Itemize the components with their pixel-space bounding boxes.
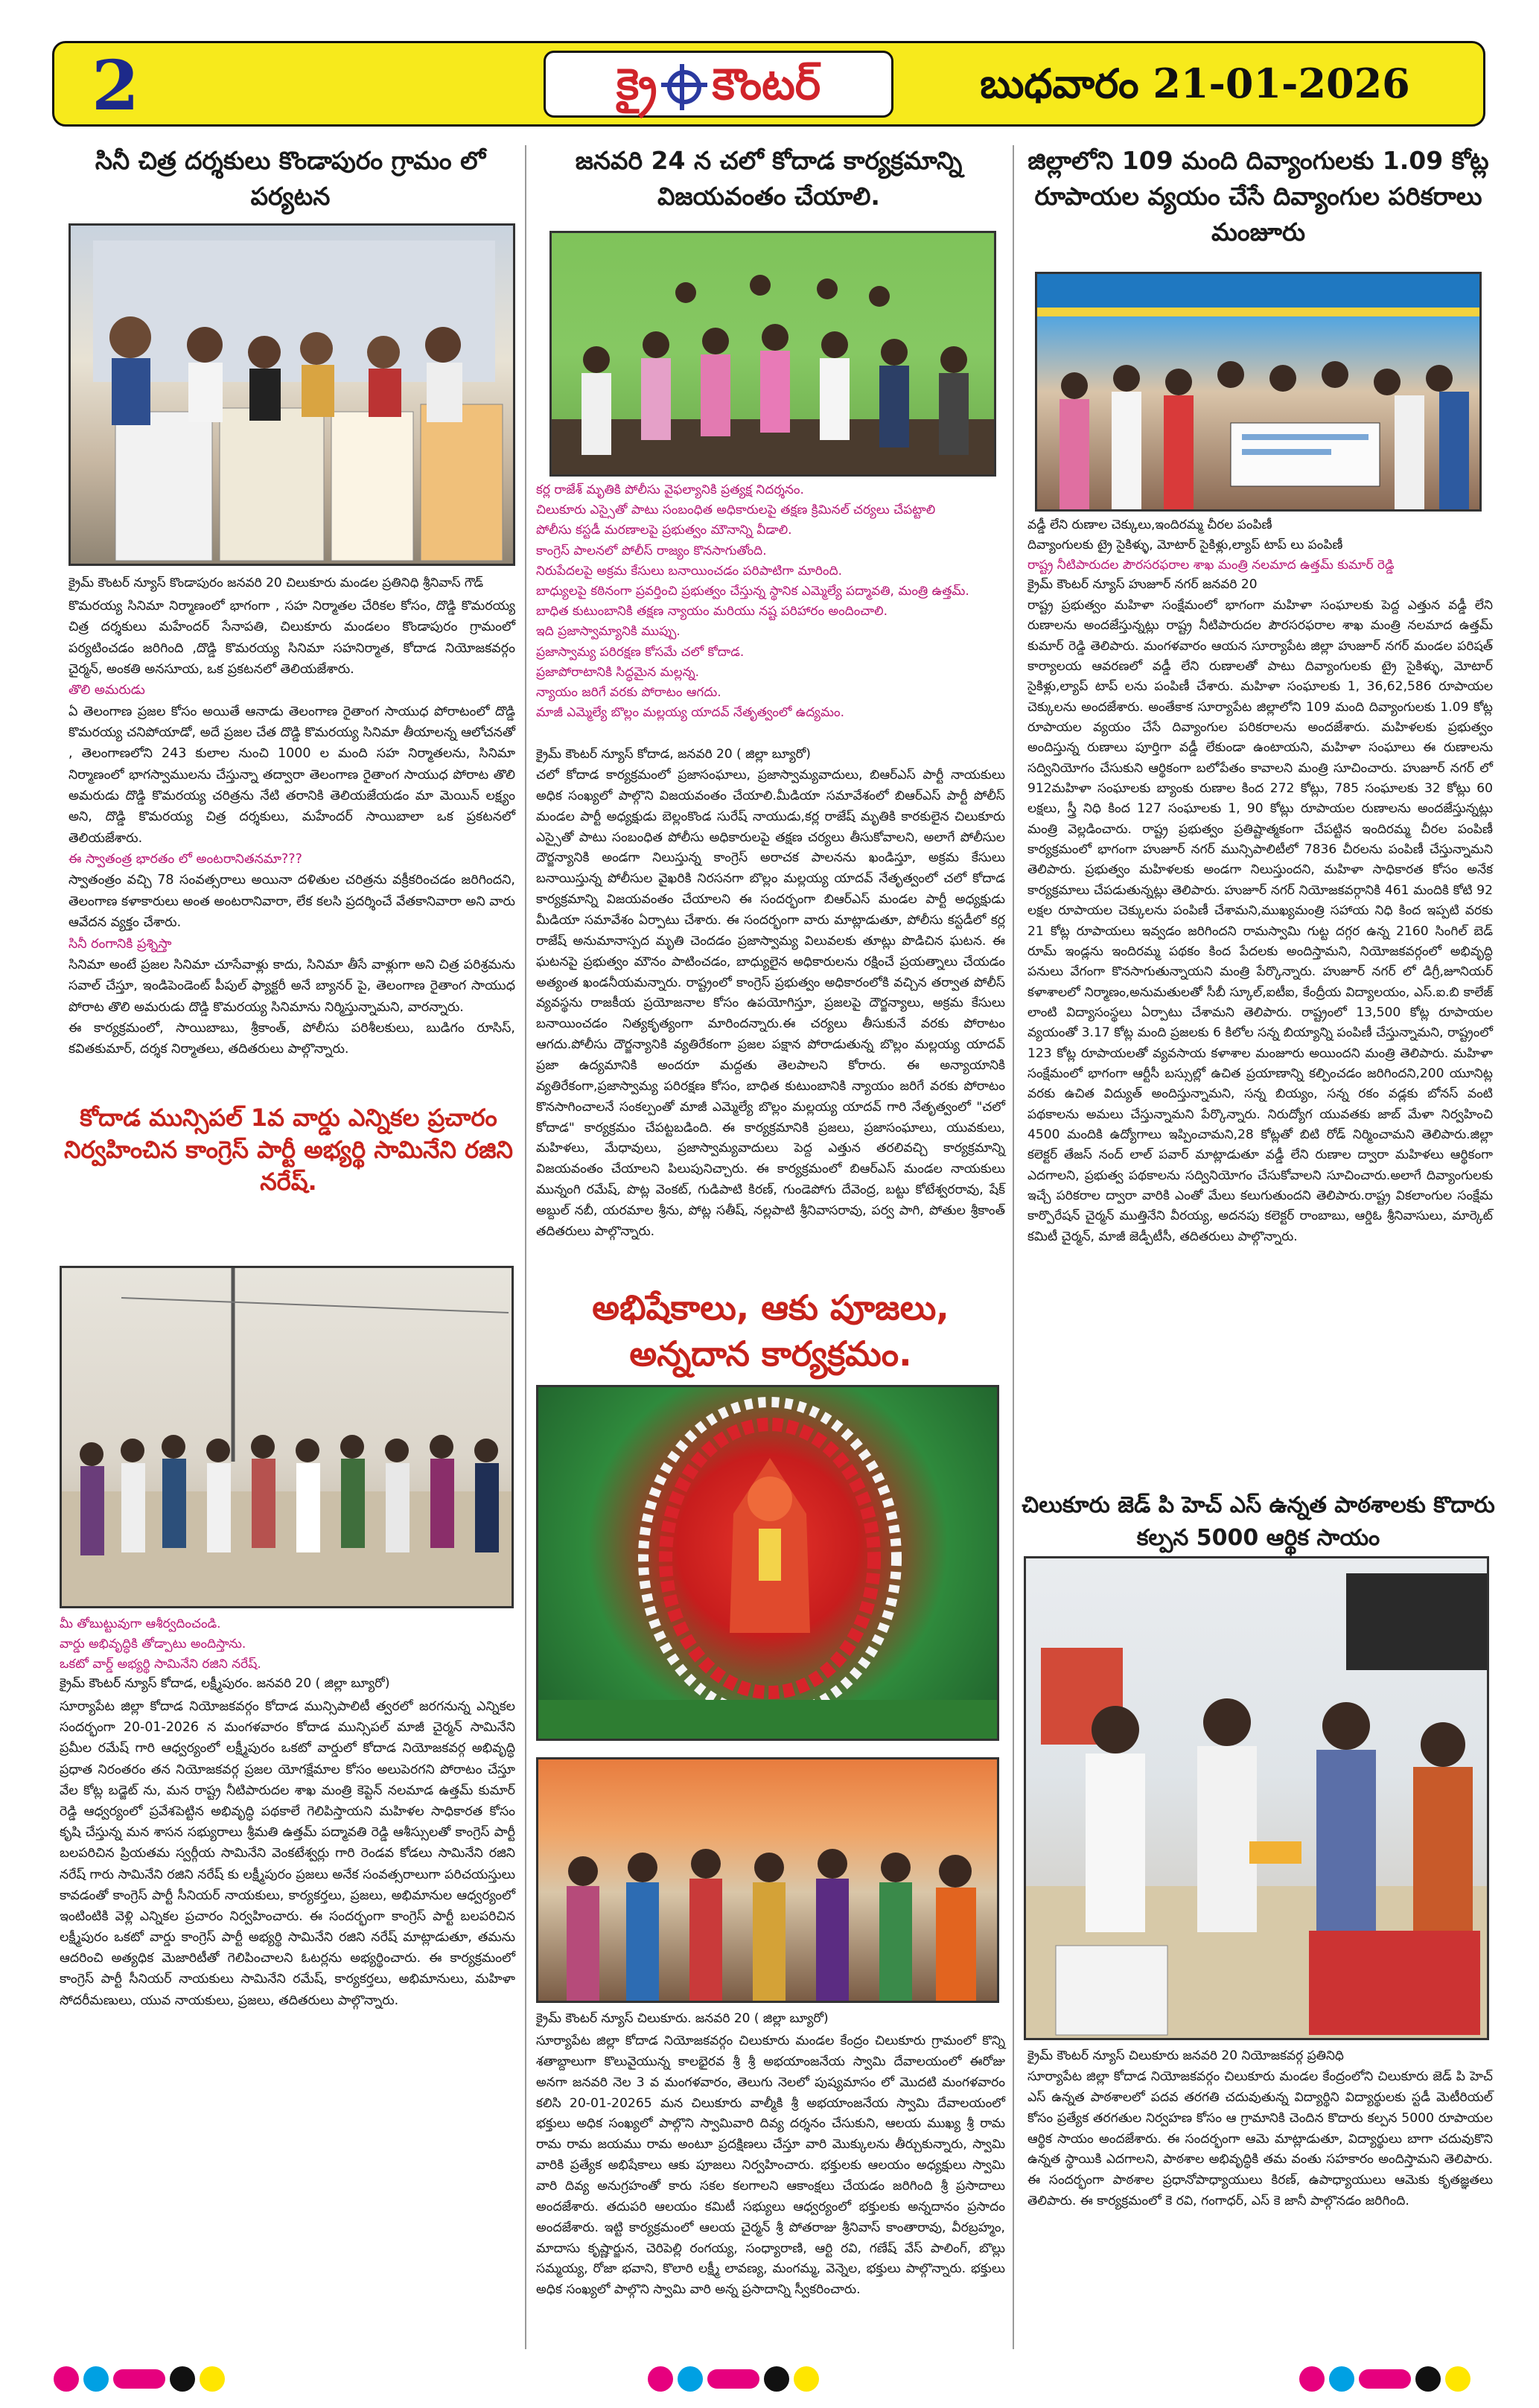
black-dot — [764, 2366, 789, 2392]
black-dot — [1415, 2366, 1441, 2392]
col3-caption — [1027, 515, 1493, 576]
col1-article — [68, 596, 515, 1060]
cyan-dot — [678, 2366, 703, 2392]
col1-para1: కొమరయ్య సినిమా నిర్మాణంలో భాగంగా , సహ నిర్మాతల చేరికల కోసం, దొడ్డి కొమరయ్య చిత్ర దర్శకులు మహేందర్ సేనాపతి, చిలుకూరు మండలం కొండాపురం గ్రామంలో పర్యటించడం జరిగింది ,దొడ్డి కొమరయ్య సినిమా సహనిర్మాత, కోదాడ నియోజకవర్గం చైర్మన్, అంకతి అనసూయ, ఒక ప్రకటనలో తెలియజేశారు. — [68, 599, 515, 678]
col2-caption-l3: పోలీసు కస్టడీ మరణాలపై ప్రభుత్వం మౌనాన్ని వీడాలి. — [536, 523, 792, 538]
col1-lead: క్రైమ్ కౌంటర్ న్యూస్ కొండాపురం జనవరి 20 చిలుకూరు మండల ప్రతినిధి శ్రీనివాస్ గౌడ్ — [68, 576, 484, 590]
column-rule-2 — [1013, 145, 1014, 2349]
col2-headline2: అభిషేకాలు, ఆకు పూజలు, అన్నదాన కార్యక్రమం. — [592, 1287, 949, 1375]
col3-caption-l1: వడ్డీ లేని రుణాల చెక్కులు,ఇందిరమ్మ చీరల పంపిణీ — [1027, 517, 1272, 532]
col2-caption-l5: నిరుపేదలపై అక్రమ కేసులు బనాయించడం పరిపాటిగా మారింది. — [536, 563, 843, 579]
deity-photo-art — [538, 1387, 999, 1741]
col3-para2: సూర్యాపేట జిల్లా కోదాడ నియోజకవర్గం చిలుకూరు మండల కేంద్రంలోని చిలుకూరు జెడ్ పి హెచ్ ఎస్ ఉన్నత పాఠశాలలో పదవ తరగతి చదువుతున్న విద్యార్థిని విద్యార్థులకు స్టడీ మెటీరియల్ కోసం ప్రత్యేక తరగతుల నిర్వహణ కోసం ఆ గ్రామానికి చెందిన కొదారు కల్పన 5000 రూపాయల ఆర్థిక సాయం అందజేశారు. ఈ సందర్భంగా ఆమె మాట్లాడుతూ, విద్యార్థులు బాగా చదువుకొని ఉన్నత స్థాయికి ఎదగాలని, పాఠశాల అభివృద్ధికి తమ వంతు సహకారం అందిస్తామని తెలిపారు. ఈ సందర్భంగా పాఠశాల ప్రధానోపాధ్యాయులు కిరణ్, ఉపాధ్యాయులు ఆమెకు కృతజ్ఞతలు తెలిపారు. ఈ కార్యక్రమంలో కె రవి, గంగాధర్, ఎస్ కె జానీ పాల్గొనడం జరిగింది. — [1027, 2069, 1493, 2209]
col2-para1: చలో కోదాడ కార్యక్రమంలో ప్రజాసంఘాలు, ప్రజాస్వామ్యవాదులు, బిఆర్ఎస్ పార్టీ నాయకులు అధిక సంఖ్యలో పాల్గొని విజయవంతం చేయాలి.మీడియా సమావేశంలో బిఆర్ఎస్ పార్టీ పోలీస్ మండల పార్టీ అధ్యక్షుడు బెల్లంకొండ సురేష్ నాయుడు,కర్ల రాజేష్ మృతికి కారకులైన చిలుకూరు ఎస్సైతో పాటు సంబంధిత పోలీసు అధికారులపై తక్షణ చర్యలు తీసుకోవాలని, అలాగే పోలీసుల దౌర్జన్యానికి అండగా నిలుస్తున్న కాంగ్రెస్ అరాచక పాలనను ఖండిస్తూ, అక్రమ కేసులు బనాయిస్తున్న పోలీసుల వైఖరికి నిరసనగా బొల్లం మల్లయ్య యాదవ్ నేతృత్వంలో చలో కోదాడ కార్యక్రమాన్ని విజయవంతం చేయాలని ఈ సందర్భంగా బిఆర్ఎస్ మండల పార్టీ అధ్యక్షుడు మీడియా సమావేశం ఏర్పాటు చేశారు. ఈ సందర్భంగా వారు మాట్లాడుతూ, పోలీసు కస్టడీలో కర్ల రాజేష్ అనుమానాస్పద మృతి చెందడం ప్రజాస్వామ్య విలువలకు తూట్లు పొడిచిన ఘటన. ఈ ఘటనపై ప్రభుత్వం మౌనం పాటించడం, బాధ్యులైన అధికారులను రక్షించే ప్రయత్నాలు చేయడం అత్యంత ఖండనీయమన్నారు. రాష్ట్రంలో కాంగ్రెస్ ప్రభుత్వం అధికారంలోకి వచ్చిన తర్వాత పోలీస్ వ్యవస్థను రాజకీయ ప్రయోజనాల కోసం ఉపయోగిస్తూ, ప్రజలపై దౌర్జన్యాలు, అక్రమ కేసులు బనాయించడం నిత్యకృత్యంగా మారిందన్నారు.ఈ చర్యలు తీసుకునే వరకు పోరాటం ఆగదు.పోలీసు దౌర్జన్యానికి వ్యతిరేకంగా ప్రజల పక్షాన పోరాడుతున్న బొల్లం మల్లయ్య యాదవ్ ప్రజా ఉద్యమానికి అందరూ మద్దతు తెలపాలని కోరారు. ఈ అన్యాయానికి వ్యతిరేకంగా,ప్రజాస్వామ్య పరిరక్షణ కోసం, బాధిత కుటుంబానికి న్యాయం జరిగే వరకు పోరాటం కొనసాగించాలనే సంకల్పంతో మాజీ ఎమ్మెల్యే బొల్లం మల్లయ్య యాదవ్ గారి నేతృత్వంలో "చలో కోదాడ" కార్యక్రమం చేపట్టబడింది. ఈ కార్యక్రమానికి ప్రజలు, ప్రజాసంఘాలు, యువకులు, మహిళలు, మేధావులు, ప్రజాస్వామ్యవాదులు పెద్ద ఎత్తున తరలివచ్చి కార్యక్రమాన్ని విజయవంతం చేయాలని పిలుపునిచ్చారు. ఈ కార్యక్రమంలో బిఆర్ఎస్ మండల నాయకులు మున్నంగి రమేష్, పొట్ల వెంకట్, గుడిపాటి కిరణ్, గుండెపోగు దేవెంద్ర, బట్టు కోటేశ్వరరావు, షేక్ అబ్దుల్ నబీ, యరమాల శ్రీను, పోట్ల సతీష్, నల్లపాటి శ్రీనివాసరావు, పర్వ పాగి, పోతుల శ్రీకాంత్ తదితరులు పాల్గొన్నారు. — [536, 768, 1005, 1239]
meeting-photo — [549, 231, 996, 477]
black-dot — [170, 2366, 195, 2392]
col1-sub2: ఈ స్వాతంత్ర భారతం లో అంటరానితనమా??? — [68, 852, 302, 867]
col1-caption2-l2: వార్డు అభివృద్ధికి తోడ్పాటు అందిస్తాను. — [60, 1637, 246, 1652]
devotees-photo-art — [538, 1759, 999, 2003]
col3-lead2: క్రైమ్ కౌంటర్ న్యూస్ చిలుకూరు జనవరి 20 నియోజకవర్గ ప్రతినిధి — [1027, 2048, 1344, 2063]
magenta-dot — [54, 2366, 79, 2392]
cheque-photo-art — [1037, 274, 1482, 512]
col2-caption-l11: న్యాయం జరిగే వరకు పోరాటం ఆగదు. — [536, 684, 721, 700]
col2-caption-l6: బాధ్యులపై కఠినంగా ప్రవర్తించి ప్రభుత్వం చేస్తున్న స్థానిక ఎమ్మెల్యే పద్మావతి, మంత్రి ఉత్తమ్. — [536, 583, 969, 599]
cyan-dot — [1329, 2366, 1354, 2392]
col2-caption-l4: కాంగ్రెస్ పాలనలో పోలీస్ రాజ్యం కొనసాగుతోంది. — [536, 543, 767, 558]
col2-caption-l8: ఇది ప్రజాస్వామ్యానికి ముప్పు. — [536, 624, 681, 640]
col1-para3: స్వాతంత్రం వచ్చి 78 సంవత్సరాలు అయినా దళితుల చరిత్రను వక్రీకరించడం జరిగిందని, తెలంగాణ కళాకారులు అంత అంటరానివారా, లేక కలసి ప్రదర్శించే వేతకానివారా అని వారు ఆవేదన వ్యక్తం చేశారు. — [68, 873, 515, 931]
col2-headline: జనవరి 24 న చలో కోదాడ కార్యక్రమాన్ని విజయవంతం చేయాలి. — [575, 146, 963, 211]
col2-caption-l9: ప్రజాస్వామ్య పరిరక్షణ కోసమే చలో కోదాడ. — [536, 644, 745, 660]
col2-lead: క్రైమ్ కౌంటర్ న్యూస్ కోదాడ, జనవరి 20 ( జిల్లా బ్యూరో) — [536, 747, 811, 762]
footer-marks-center — [648, 2366, 819, 2392]
col3-caption-l3: రాష్ట్ర నీటిపారుదల పౌరసరఫరాల శాఖ మంత్రి నలమాద ఉత్తమ్ కుమార్ రెడ్డి — [1027, 558, 1395, 573]
col1-caption2-l1: మీ తోబుట్టువుగా ఆశీర్వదించండి. — [60, 1617, 221, 1631]
col3-headline: జిల్లాలోని 109 మంది దివ్యాంగులకు 1.09 కోట్ల రూపాయల వ్యయం చేసే దివ్యాంగుల పరికరాలు మంజూరు — [1027, 146, 1489, 246]
magenta-bar — [707, 2369, 759, 2389]
col3-caption-l2: దివ్యాంగులకు ట్రై సైకిళ్ళు, మోటార్ సైకిళ్లు,ల్యాప్ టాప్ లు పంపిణీ — [1027, 538, 1343, 553]
col1-headline2: కోదాడ మున్సిపల్ 1వ వార్డు ఎన్నికల ప్రచారం నిర్వహించిన కాంగ్రెస్ పార్టీ అభ్యర్థి సామినేని రజిని నరేష్. — [64, 1103, 513, 1197]
magenta-dot — [648, 2366, 673, 2392]
col2-caption-l2: చిలుకూరు ఎస్సైతో పాటు సంబంధిత అధికారులపై తక్షణ క్రిమినల్ చర్యలు చేపట్టాలి — [536, 503, 936, 518]
col1-para6: సూర్యాపేట జిల్లా కోదాడ నియోజకవర్గం కోదాడ మున్సిపాలిటీ త్వరలో జరగనున్న ఎన్నికల సందర్భంగా 20-01-2026 న మంగళవారం కోదాడ మున్సిపల్ మాజీ చైర్మన్ సామినేని ప్రమీల రమేష్ గారి ఆధ్వర్యంలో లక్ష్మీపురం ఒకటో వార్డులో కోదాడ నియోజకవర్గ అభివృద్ధి ప్రధాత నిరంతరం తన నియోజకవర్గ ప్రజల యోగక్షేమాల కోసం అలుపెరగని పోరాటం చేస్తూ వేల కోట్ల బడ్జెట్ ను, మన రాష్ట్ర నీటిపారుదల శాఖ మంత్రి కెప్టెన్ నలమాడ ఉత్తమ్ కుమార్ రెడ్డి ఆధ్వర్యంలో ప్రవేశపెట్టిన అభివృద్ధి పథకాలే గెలిపిస్తాయని మహిళల సాధికారత కోసం కృషి చేస్తున్న మన శాసన సభ్యురాలు శ్రీమతి ఉత్తమ్ పద్మావతి రెడ్డి ఆశీస్సులతో కాంగ్రెస్ పార్టీ బలపరిచిన ప్రియతమ స్వర్గీయ సామినేని వెంకటేశ్వర్లు గారి రెండవ కోడలు సామినేని రజిని నరేష్ గారు సామినేని రజిని నరేష్ కు లక్ష్మీపురం ప్రజలు అనేక సంవత్సరాలుగా పరిచయస్తులు కావడంతో కాంగ్రెస్ పార్టీ సీనియర్ నాయకులు, కార్యకర్తలు, ప్రజలు, అభిమానుల ఆధ్వర్యంలో ఇంటింటికి వెళ్లి ఎన్నికల ప్రచారం నిర్వహించారు. ఈ సందర్భంగా కాంగ్రెస్ పార్టీ బలపరిచిన లక్ష్మీపురం ఒకటో వార్డు కాంగ్రెస్ పార్టీ అభ్యర్థి సామినేని రజిని నరేష్ మాట్లాడుతూ, తమను ఆదరించి అత్యధిక మెజారిటీతో గెలిపించాలని ఓటర్లను అభ్యర్థించారు. ఈ కార్యక్రమంలో కాంగ్రెస్ పార్టీ సీనియర్ నాయకులు సామినేని రమేష్, కార్యకర్తలు, అభిమానులు, మహిళా సోదరీమణులు, యువ నాయకులు, ప్రజలు, తదితరులు పాల్గొన్నారు. — [60, 1699, 515, 2008]
col1-headline: సినీ చిత్ర దర్శకులు కొండాపురం గ్రామం లో పర్యటన — [95, 146, 486, 211]
col1-para2: ఏ తెలంగాణ ప్రజల కోసం అయితే ఆనాడు తెలంగాణ రైతాంగ సాయుధ పోరాటంలో దొడ్డి కొమరయ్య చనిపోయాడో, అదే ప్రజల చేత దొడ్డి కొమరయ్య సినిమా తీయాలన్న ఆలోచనతో , తెలంగాణలోని 243 కులాల నుంచి 1000 ల మంది సహ నిర్మాతలను, సినిమా నిర్మాణంలో భాగస్వాములను చేస్తున్నా తద్వారా తెలంగాణ రైతాంగ సాయుధ పోరాట తొలి అమరుడు దొడ్డి కొమరయ్య చరిత్రను నేటి తరానికి తెలియజేయడం మా మెయిన్ లక్ష్యం అని, దొడ్డి కొమరయ్య చిత్ర దర్శకులు, మహేందర్ సాయిబాలా ఒక ప్రకటనలో తెలియజేశారు. — [68, 704, 515, 846]
col2-para2: సూర్యాపేట జిల్లా కోదాడ నియోజకవర్గం చిలుకూరు మండల కేంద్రం చిలుకూరు గ్రామంలో కొన్ని శతాబ్దాలుగా కొలువైయున్న కాలభైరవ శ్రీ శ్రీ అభయాంజనేయ స్వామి దేవాలయంలో ఈరోజు అనగా జనవరి నెల 3 వ మంగళవారం, తెలుగు నెలలో పుష్యమాసం లో మొదటి మంగళవారం కలిసి 20-01-20265 మన చిలుకూరు వాల్మీకి శ్రీ అభయాంజనేయ స్వామి దేవాలయంలో భక్తులు అధిక సంఖ్యలో పాల్గొని స్వామివారి దివ్య దర్శనం చేసుకుని, ఆలయ ముఖ్య శ్రీ రామ రామ రామ జయము రామ అంటూ ప్రదక్షిణలు చేస్తూ వారి మొక్కులను తీర్చుకున్నారు, స్వామి వారికి ప్రత్యేక అభిషేకాలు ఆకు పూజలు నిర్వహించారు. భక్తులకు ఆలయం అధ్యక్షులు స్వామి వారి దివ్య అనుగ్రహంతో కారు సకల కలగాలని ఆకాంక్షలు చేయడం జరిగింది శ్రీ ప్రసాదాలు అందజేశారు. తదుపరి ఆలయం కమిటీ సభ్యులు ఆధ్వర్యంలో భక్తులకు అన్నదానం ప్రసాదం అందజేశారు. ఇట్టి కార్యక్రమంలో ఆలయ చైర్మన్ శ్రీ పోతరాజు శ్రీనివాస్ కాంతారావు, వీరబ్రహ్మం, మాదాసు కృష్ణార్జున, చెరిపెల్లి రంగయ్య, సంధ్యారాణి, ఆర్టి రవి, గణేష్ వేస్ పాలింగ్, బొల్లు సమ్మయ్య, రోజా భవాని, కొలారి లక్ష్మీ లావణ్య, మంగమ్మ, వెన్నెల, భక్తులు పాల్గొన్నారు. భక్తులు అధిక సంఖ్యలో పాల్గొని స్వామి వారి అన్న ప్రసాదాన్ని స్వీకరించారు. — [536, 2033, 1005, 2298]
col1-caption2 — [60, 1614, 514, 1675]
col3-headline2: చిలుకూరు జెడ్ పి హెచ్ ఎస్ ఉన్నత పాఠశాలకు కొదారు కల్పన 5000 ఆర్థిక సాయం — [1022, 1492, 1495, 1551]
logo-left: క్రై — [616, 59, 657, 109]
page-number: 2 — [91, 45, 139, 126]
footer-marks-right — [1299, 2366, 1471, 2392]
col1-para5: ఈ కార్యక్రమంలో, సాయిబాబు, శ్రీకాంత్, పోలీసు పరిశీలకులు, బుడిగం రూసిస్, కవితకుమార్, దర్శక నిర్మాతలు, తదితరులు పాల్గొన్నారు. — [68, 1020, 515, 1057]
col2-caption-l12: మాజీ ఎమ్మెల్యే బొల్లం మల్లయ్య యాదవ్ నేతృత్వంలో ఉద్యమం. — [536, 705, 844, 721]
donation-photo — [1024, 1556, 1489, 2040]
poster-photo — [68, 223, 515, 566]
col2-lead2: క్రైమ్ కౌంటర్ న్యూస్ చిలుకూరు. జనవరి 20 ( జిల్లా బ్యూరో) — [536, 2011, 829, 2026]
logo — [555, 52, 882, 116]
devotees-photo — [536, 1757, 999, 2003]
col1-caption2-l3: ఒకటో వార్డ్ అభ్యర్థి సామినేని రజిని నరేష్. — [60, 1657, 261, 1672]
yellow-dot — [200, 2366, 225, 2392]
col3-para1: రాష్ట్ర ప్రభుత్వం మహిళా సంక్షేమంలో భాగంగా మహిళా సంఘాలకు పెద్ద ఎత్తున వడ్డీ లేని రుణాలను అందజేస్తున్నట్లు రాష్ట్ర నీటిపారుదల పౌరసరఫరాల శాఖ మంత్రి నలమాద ఉత్తమ్ కుమార్ రెడ్డి తెలిపారు. మంగళవారం ఆయన సూర్యాపేట జిల్లా హుజూర్ నగర్ మండల పరిషత్ కార్యాలయ ఆవరణలో వడ్డీ లేని రుణాలతో పాటు దివ్యాంగులకు ట్రై సైకిళ్ళు, మోటార్ సైకిళ్లు,ల్యాప్ టాప్ లను పంపిణీ చేశారు. మహిళా సంఘాలకు 1, 36,62,586 రూపాయల చెక్కులను అందజేశారు. అంతేకాక సూర్యాపేట జిల్లాలోని 109 మంది దివ్యాంగులకు 1.09 కోట్ల రూపాయల వ్యయం చేసే దివ్యాంగుల పరికరాలను అందజేశారు. మహిళలకు ప్రభుత్వం అందిస్తున్న రుణాలు పూర్తిగా వడ్డీ లేకుండా ఉంటాయని, మహిళా సంఘాలు ఈ రుణాలను సద్వినియోగం చేసుకుని ఆర్థికంగా బలోపేతం కావాలని మంత్రి సూచించారు. హుజూర్ నగర్ లో 912మహిళా సంఘాలకు బ్యాంకు రుణాల కింద 272 కోట్లు, 785 సంఘాలకు 32 కోట్లు 60 లక్షలు, స్త్రీ నిధి కింద 127 సంఘాలకు 1, 90 కోట్లు రూపాయల రుణాలను అందజేస్తున్నట్లు మంత్రి వెల్లడించారు. రాష్ట్ర ప్రభుత్వం ప్రతిష్టాత్మకంగా చేపట్టిన ఇందిరమ్మ చీరల పంపిణీ కార్యక్రమంలో భాగంగా హుజూర్ నగర్ మున్సిపాలిటీలో 7836 చీరలను పంపిణీ చేస్తున్నామని తెలిపారు. ప్రభుత్వం మహిళలకు అండగా నిలుస్తుందని, మహిళా సాధికారత కోసం అనేక కార్యక్రమాలు చేపడుతున్నట్లు తెలిపారు. హుజూర్ నగర్ నియోజకవర్గానికి 461 మందికి కోటి 92 లక్షల రూపాయల చెక్కులను పంపిణీ చేశామని,ముఖ్యమంత్రి సహాయ నిధి కింద ఇప్పటి వరకు 21 కోట్ల రూపాయలు ఇవ్వడం జరిగిందని రామస్వామి గుట్ట దగ్గర ఉన్న 2160 సింగిల్ బెడ్ రూమ్ ఇండ్లను ఇందిరమ్మ పథకం కింద పేదలకు అందిస్తామని, నియోజకవర్గంలో అభివృద్ధి పనులు వేగంగా కొనసాగుతున్నాయని మంత్రి పేర్కొన్నారు. హుజూర్ నగర్ లో డిగ్రీ,జూనియర్ కళాశాలలో నిర్మాణం,అనుమతులతో సీబీ స్కూల్,ఐటీఐ, కేంద్రీయ విద్యాలయం, ఎస్.ఐ.బి కాలేజ్ లాంటి విద్యాసంస్థలు ఏర్పాటు చేశామని తెలిపారు. రాష్ట్రంలో 13,500 కోట్ల రూపాయల వ్యయంతో 3.17 కోట్ల మంది ప్రజలకు 6 కిలోల సన్న బియ్యాన్ని పంపిణీ చేస్తున్నామని, రాష్ట్రంలో 123 కోట్ల రూపాయలతో వ్యవసాయ కళాశాల మంజూరు అయిందని మంత్రి తెలిపారు. మహిళా సంక్షేమంలో భాగంగా ఆర్టీసీ బస్సుల్లో ఉచిత ప్రయాణాన్ని కల్పించడం జరిగిందని,200 యూనిట్ల వరకు ఉచిత విద్యుత్ అందిస్తున్నామని, సన్న బియ్యం, సన్న రకం వడ్లకు బోనస్ వంటి పథకాలను అమలు చేస్తున్నామని పేర్కొన్నారు. నిరుద్యోగ యువతకు జాబ్ మేళా నిర్వహించి 4500 మందికి ఉద్యోగాలు ఇప్పించామని,28 కోట్లతో బిటి రోడ్ నిర్మించామని తెలిపారు.జిల్లా కలెక్టర్ తేజస్ నంద్ లాల్ పవార్ మాట్లాడుతూ వడ్డీ లేని రుణాల ద్వారా మహిళలు ఆర్థికంగా ఎదగాలని, ప్రభుత్వ పథకాలను సద్వినియోగం చేసుకోవాలని సూచించారు.అలాగే దివ్యాంగులకు ఇచ్చే పరికరాల ద్వారా వారికి ఎంతో మేలు కలుగుతుందని తెలిపారు.రాష్ట్ర వికలాంగుల సంక్షేమ కార్పొరేషన్ చైర్మన్ ముత్తినేని వీరయ్య, అదనపు కలెక్టర్ రాంబాబు, ఆర్డిఓ శ్రీనివాసులు, మార్కెట్ కమిటీ చైర్మన్, మాజీ జెడ్పీటీసీ, తదితరులు పాల్గొన్నారు. — [1027, 598, 1493, 1244]
magenta-bar — [113, 2369, 165, 2389]
col1-sub3: సినీ రంగానికి ప్రశ్నిస్తా — [68, 936, 172, 952]
meeting-photo-art — [552, 233, 996, 477]
col1-sub1: తొలి అమరుడు — [68, 683, 145, 698]
col3-lead: క్రైమ్ కౌంటర్ న్యూస్ హుజూర్ నగర్ జనవరి 20 — [1027, 577, 1258, 592]
column-rule-1 — [525, 145, 526, 2349]
crowd-photo-art — [62, 1268, 514, 1608]
col1-para4: సినిమా అంటే ప్రజల సినిమా చూసేవాళ్లు కాదు, సినిమా తీసే వాళ్లుగా అని చిత్ర పరిశ్రమను సవాల్ చేస్తూ, ఇండిపెండెంట్ పీపుల్ ఫ్యాక్టరీ అనే బ్యానర్ పై, తెలంగాణ రైతాంగ సాయుధ పోరాట తొలి అమరుడు దొడ్డి కొమరయ్య సినిమాను నిర్మిస్తున్నామని, వారన్నారు. — [68, 957, 515, 1015]
deity-photo — [536, 1385, 999, 1741]
donation-photo-art — [1026, 1558, 1489, 2040]
col2-caption-l1: కర్ల రాజేశ్ మృతికి పోలీసు వైఫల్యానికి ప్రత్యక్ష నిదర్శనం. — [536, 482, 804, 497]
crowd-photo — [60, 1266, 514, 1608]
yellow-dot — [794, 2366, 819, 2392]
cheque-photo — [1035, 272, 1482, 512]
col1-lead2: క్రైమ్ కౌంటర్ న్యూస్ కోదాడ, లక్ష్మీపురం. జనవరి 20 ( జిల్లా బ్యూరో) — [60, 1676, 390, 1691]
cyan-dot — [83, 2366, 109, 2392]
yellow-dot — [1445, 2366, 1471, 2392]
crosshair-icon — [667, 70, 701, 104]
issue-date: బుధవారం 21-01-2026 — [980, 60, 1410, 107]
magenta-bar — [1359, 2369, 1411, 2389]
poster-photo-art — [71, 226, 515, 566]
footer-marks-left — [54, 2366, 225, 2392]
logo-right: కౌంటర్ — [712, 59, 821, 109]
col2-caption-l10: ప్రజాపోరాటానికి సిద్ధమైన మల్లన్న. — [536, 664, 700, 680]
col2-caption — [536, 480, 1005, 723]
col2-caption-l7: బాధిత కుటుంబానికి తక్షణ న్యాయం మరియు నష్ట పరిహారం అందించాలి. — [536, 604, 888, 619]
magenta-dot — [1299, 2366, 1325, 2392]
